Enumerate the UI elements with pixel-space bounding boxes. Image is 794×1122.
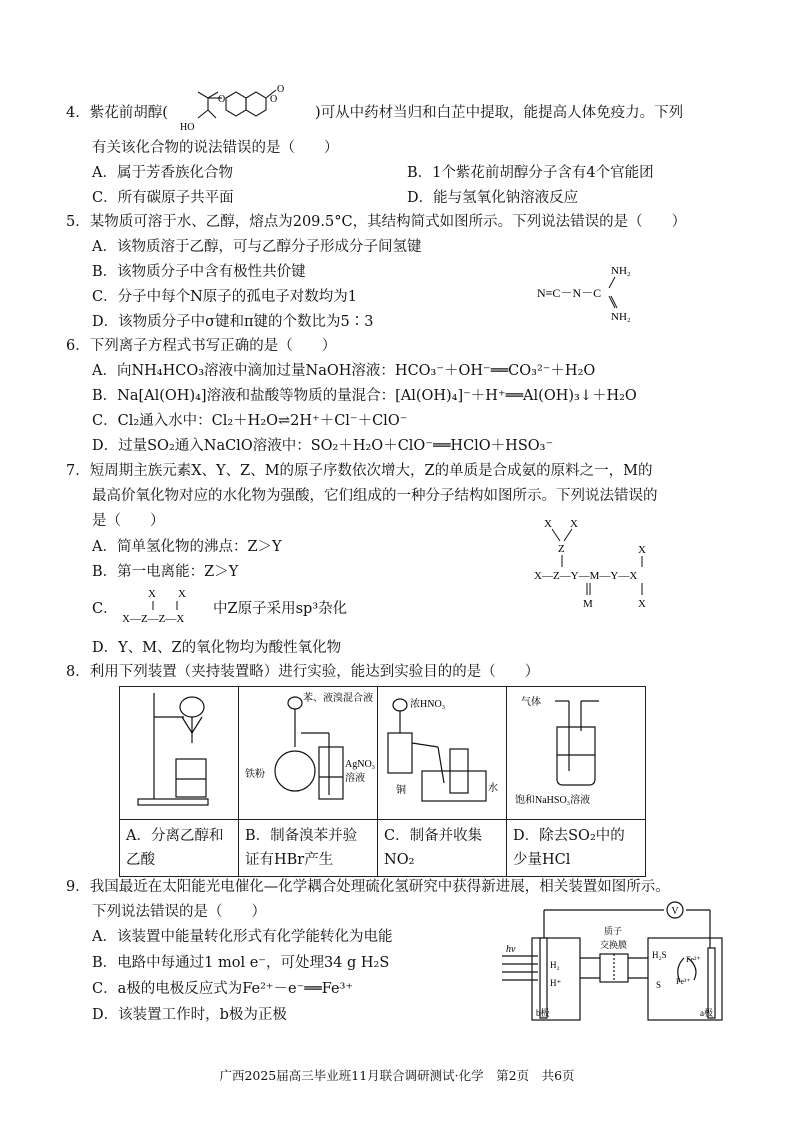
- q5-option-c: C．分子中每个N原子的孤电子对数均为1: [92, 289, 358, 305]
- q8-apparatus-b: [239, 687, 377, 815]
- q7-molecule: [530, 515, 690, 615]
- q7-stem-line3: 是（ ）: [92, 513, 165, 529]
- q8-b-sol: 溶液: [345, 773, 365, 784]
- q8-c-hno3: 浓HNO₃: [410, 699, 446, 710]
- q7-z: Z: [558, 543, 565, 555]
- q9-hv: hν: [506, 944, 516, 955]
- q9-option-b: B．电路中每通过1 mol e⁻，可处理34 g H₂S: [92, 955, 390, 971]
- q9-s: S: [656, 980, 662, 990]
- q7-c-structure: [118, 584, 208, 626]
- q7-option-b: B．第一电离能：Z＞Y: [92, 564, 239, 580]
- q7-stem-line2: 最高价氧化物对应的水化物为强酸，它们组成的一种分子结构如图所示。下列说法错误的: [92, 488, 658, 504]
- q4-option-d: D．能与氢氧化钠溶液反应: [407, 190, 579, 206]
- page-footer: 广西2025届高三毕业班11月联合调研测试·化学 第2页 共6页: [219, 1068, 575, 1083]
- q6-option-a: A．向NH₄HCO₃溶液中滴加过量NaOH溶液：HCO₃⁻＋OH⁻══CO₃²⁻＋H₂O: [92, 363, 596, 379]
- q8-apparatus-d: [507, 687, 645, 815]
- q9-stem-line1: 9．我国最近在太阳能光电催化—化学耦合处理硫化氢研究中获得新进展，相关装置如图所示。: [66, 879, 670, 895]
- q9-b-electrode: b极: [536, 1008, 550, 1018]
- q4-o2: O: [270, 94, 278, 105]
- q7-option-d: D．Y、M、Z的氧化物均为酸性氧化物: [92, 640, 342, 656]
- q9-a-electrode: a极: [700, 1008, 713, 1018]
- q4-stem-lead: 4．紫花前胡醇(: [66, 105, 168, 121]
- q8-b-agno3: AgNO₃: [345, 759, 376, 770]
- q9-h2: H₂: [550, 960, 560, 970]
- q5-stem: 5．某物质可溶于水、乙醇，熔点为209.5°C，其结构简式如图所示。下列说法错误的是（ ）: [66, 214, 687, 230]
- q8-d-gas: 气体: [521, 697, 541, 708]
- q8-cell-d: [507, 687, 646, 820]
- q8-stem: 8．利用下列装置（夹持装置略）进行实验，能达到实验目的的是（ ）: [66, 664, 540, 680]
- q9-membrane-2: 交换膜: [600, 940, 628, 950]
- q7-m: M: [583, 598, 593, 610]
- q7-option-c-label: C．: [92, 601, 118, 617]
- q8-apparatus-table: [119, 686, 646, 877]
- q4-structure: [178, 80, 318, 136]
- q9-hplus: H⁺: [550, 978, 562, 988]
- q7-option-a: A．简单氢化物的沸点：Z＞Y: [92, 539, 282, 555]
- q8-caption-d: D．除去SO₂中的少量HCl: [507, 820, 646, 877]
- q7-c-top: X X: [148, 588, 186, 600]
- q8-b-reagent: 苯、液溴混合液: [303, 693, 373, 704]
- q4-gem-dimethyl: [198, 92, 218, 98]
- q7-stem-line1: 7．短周期主族元素X、Y、Z、M的原子序数依次增大，Z的单质是合成氨的原料之一，M的: [66, 463, 653, 479]
- q4-stem-tail: )可从中药材当归和白芷中提取，能提高人体免疫力。下列: [315, 105, 684, 121]
- q9-membrane-1: 质子: [604, 926, 623, 936]
- q8-c-cu: 铜: [396, 785, 406, 796]
- q8-cell-a: [120, 687, 239, 820]
- q4-o1: O: [218, 94, 226, 105]
- q7-c-main: X—Z—Z—X: [122, 613, 185, 625]
- q4-o3: O: [277, 84, 285, 95]
- q4-stem-line2: 有关该化合物的说法错误的是（ ）: [92, 140, 339, 156]
- q9-option-d: D．该装置工作时，b极为正极: [92, 1007, 287, 1023]
- q7-chain: X—Z—Y—M—Y—X: [534, 570, 638, 582]
- q6-stem: 6．下列离子方程式书写正确的是（ ）: [66, 338, 337, 354]
- q8-apparatus-c: [378, 687, 506, 815]
- q8-c-water: 水: [488, 783, 498, 794]
- q8-apparatus-a: [120, 687, 238, 815]
- q4-option-b: B．1个紫花前胡醇分子含有4个官能团: [407, 165, 654, 181]
- q6-option-c: C．Cl₂通入水中：Cl₂＋H₂O⇌2H⁺＋Cl⁻＋ClO⁻: [92, 413, 408, 429]
- q5-chain: N≡C－N－C: [537, 286, 602, 300]
- q8-caption-c: C．制备并收集NO₂: [378, 820, 507, 877]
- q8-d-sat: 饱和NaHSO₃溶液: [515, 795, 591, 806]
- q4-benzene-ring: [226, 92, 246, 116]
- q6-option-b: B．Na[Al(OH)₄]溶液和盐酸等物质的量混合：[Al(OH)₄]⁻＋H⁺══Al(OH)₃↓＋H₂O: [92, 388, 637, 404]
- q8-cell-b: [239, 687, 378, 820]
- q5-option-b: B．该物质分子中含有极性共价键: [92, 264, 306, 280]
- q5-structure: [535, 262, 655, 326]
- q9-fe2: Fe²⁺: [686, 955, 701, 964]
- q7-x2: X: [570, 518, 578, 530]
- q8-caption-b: B．制备溴苯并验证有HBr产生: [239, 820, 378, 877]
- q7-x1: X: [544, 518, 552, 530]
- q8-caption-a: A．分离乙醇和乙酸: [120, 820, 239, 877]
- q5-nh2-bottom: NH₂: [611, 311, 631, 323]
- q5-option-a: A．该物质溶于乙醇，可与乙醇分子形成分子间氢键: [92, 239, 422, 255]
- q4-option-a: A．属于芳香族化合物: [92, 165, 233, 181]
- q7-x-top: X: [638, 544, 646, 556]
- q4-option-c: C．所有碳原子共平面: [92, 190, 234, 206]
- q4-lactone-ring: [246, 92, 266, 116]
- q9-cell-diagram: [500, 898, 730, 1024]
- q5-option-d: D．该物质分子中σ键和π键的个数比为5∶3: [92, 314, 374, 330]
- q8-b-fe: 铁粉: [245, 769, 265, 780]
- q8-cell-c: [378, 687, 507, 820]
- q9-fe3: Fe³⁺: [676, 977, 691, 986]
- q9-voltmeter: V: [671, 906, 679, 917]
- q9-option-a: A．该装置中能量转化形式有化学能转化为电能: [92, 929, 393, 945]
- q9-option-c: C．a极的电极反应式为Fe²⁺－e⁻══Fe³⁺: [92, 981, 354, 997]
- q9-h2s: H₂S: [652, 950, 667, 960]
- q4-ho: HO: [180, 122, 195, 133]
- q6-option-d: D．过量SO₂通入NaClO溶液中：SO₂＋H₂O＋ClO⁻══HClO＋HSO₃⁻: [92, 438, 554, 454]
- q7-option-c-tail: 中Z原子采用sp³杂化: [213, 601, 348, 617]
- q7-x-bottom: X: [638, 598, 646, 610]
- q5-nh2-top: NH₂: [611, 265, 631, 277]
- q9-stem-line2: 下列说法错误的是（ ）: [92, 904, 266, 920]
